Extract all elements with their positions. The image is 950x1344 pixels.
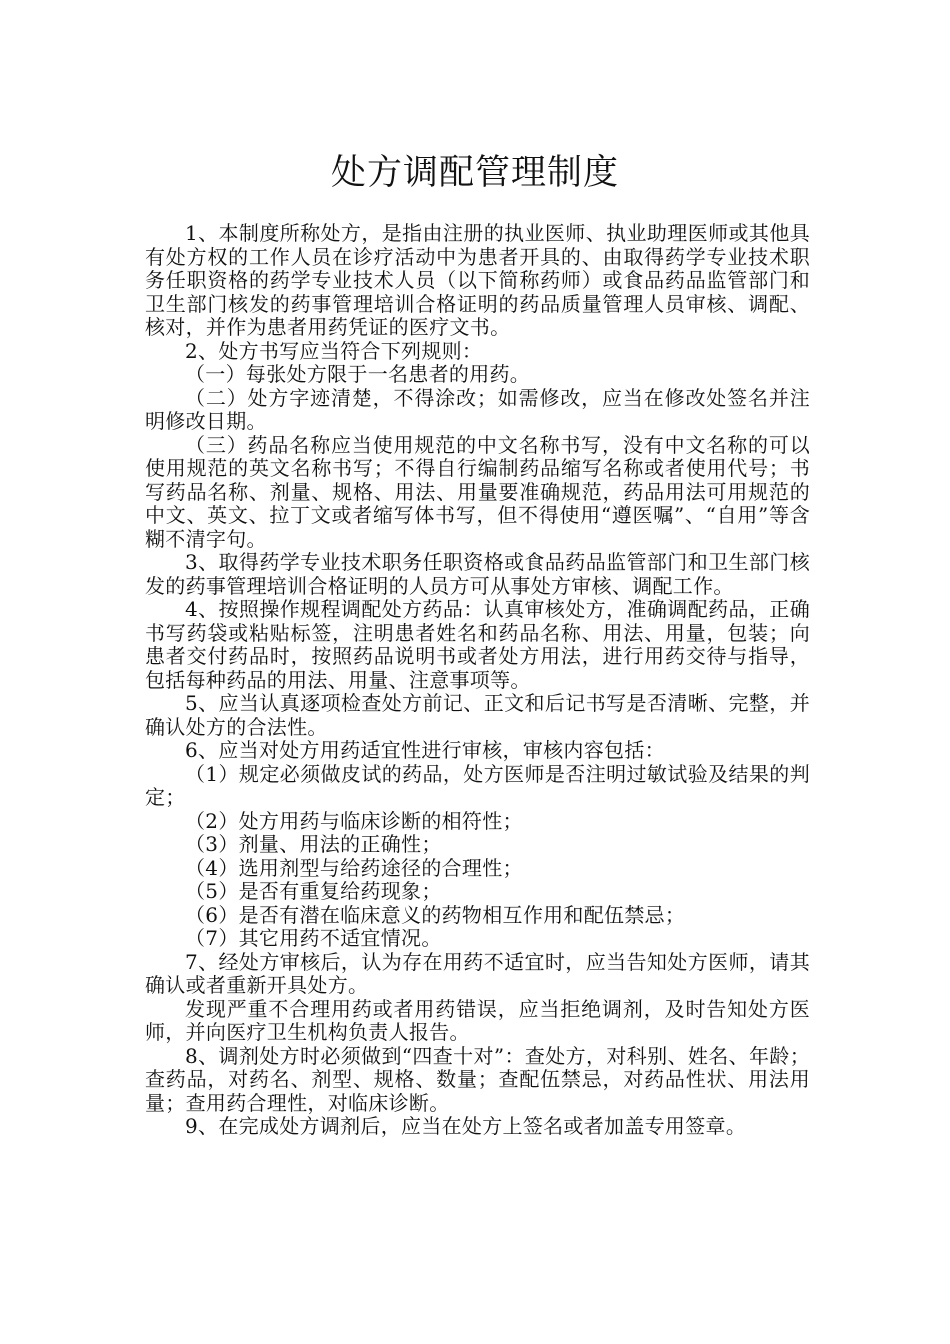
paragraph-7-note: 发现严重不合理用药或者用药错误，应当拒绝调剂，及时告知处方医师，并向医疗卫生机构负责人报告。 <box>145 996 810 1044</box>
document-title: 处方调配管理制度 <box>330 153 619 194</box>
review-item-4: （4）选用剂型与给药途径的合理性； <box>185 855 523 880</box>
rule-item-1: （一）每张处方限于一名患者的用药。 <box>185 362 531 386</box>
paragraph-9: 9、在完成处方调剂后，应当在处方上签名或者加盖专用签章。 <box>185 1114 747 1138</box>
review-item-3: （3）剂量、用法的正确性； <box>185 832 442 856</box>
document-body <box>145 222 810 1139</box>
review-item-5: （5）是否有重复给药现象； <box>185 879 442 903</box>
review-item-6: （6）是否有潜在临床意义的药物相互作用和配伍禁忌； <box>185 902 686 927</box>
paragraph-8: 8、调剂处方时必须做到“四查十对”：查处方，对科别、姓名、年龄；查药品，对药名、剂型、规格、数量；查配伍禁忌，对药品性状、用法用量；查用药合理性，对临床诊断。 <box>145 1043 810 1115</box>
paragraph-2: 2、处方书写应当符合下列规则： <box>185 338 483 363</box>
paragraph-6: 6、应当对处方用药适宜性进行审核，审核内容包括： <box>185 738 665 762</box>
paragraph-3: 3、取得药学专业技术职务任职资格或食品药品监管部门和卫生部门核发的药事管理培训合格证明的人员方可从事处方审核、调配工作。 <box>145 550 810 598</box>
review-item-2: （2）处方用药与临床诊断的相符性； <box>185 808 523 833</box>
paragraph-1: 1、本制度所称处方，是指由注册的执业医师、执业助理医师或其他具有处方权的工作人员在诊疗活动中为患者开具的、由取得药学专业技术职务任职资格的药学专业技术人员（以下简称药师）或食品药品监管部门和卫生部门核发的药事管理培训合格证明的药品质量管理人员审核、调配、核对，并作为患者用药凭证的医疗文书。 <box>145 221 810 339</box>
paragraph-7: 7、经处方审核后，认为存在用药不适宜时，应当告知处方医师，请其确认或者重新开具处方。 <box>145 949 810 997</box>
paragraph-5: 5、应当认真逐项检查处方前记、正文和后记书写是否清晰、完整，并确认处方的合法性。 <box>145 691 810 739</box>
rule-item-3: （三）药品名称应当使用规范的中文名称书写，没有中文名称的可以使用规范的英文名称书写；不得自行编制药品缩写名称或者使用代号；书写药品名称、剂量、规格、用法、用量要准确规范，药品用法可用规范的中文、英文、拉丁文或者缩写体书写，但不得使用“遵医嘱”、“自用”等含糊不清字句。 <box>145 432 810 551</box>
paragraph-4: 4、按照操作规程调配处方药品：认真审核处方，准确调配药品，正确书写药袋或粘贴标签，注明患者姓名和药品名称、用法、用量，包装；向患者交付药品时，按照药品说明书或者处方用法，进行用药交待与指导，包括每种药品的用法、用量、注意事项等。 <box>145 597 810 692</box>
review-item-7: （7）其它用药不适宜情况。 <box>185 926 442 950</box>
review-item-1: （1）规定必须做皮试的药品，处方医师是否注明过敏试验及结果的判定； <box>145 761 810 809</box>
rule-item-2: （二）处方字迹清楚，不得涂改；如需修改，应当在修改处签名并注明修改日期。 <box>145 385 810 433</box>
